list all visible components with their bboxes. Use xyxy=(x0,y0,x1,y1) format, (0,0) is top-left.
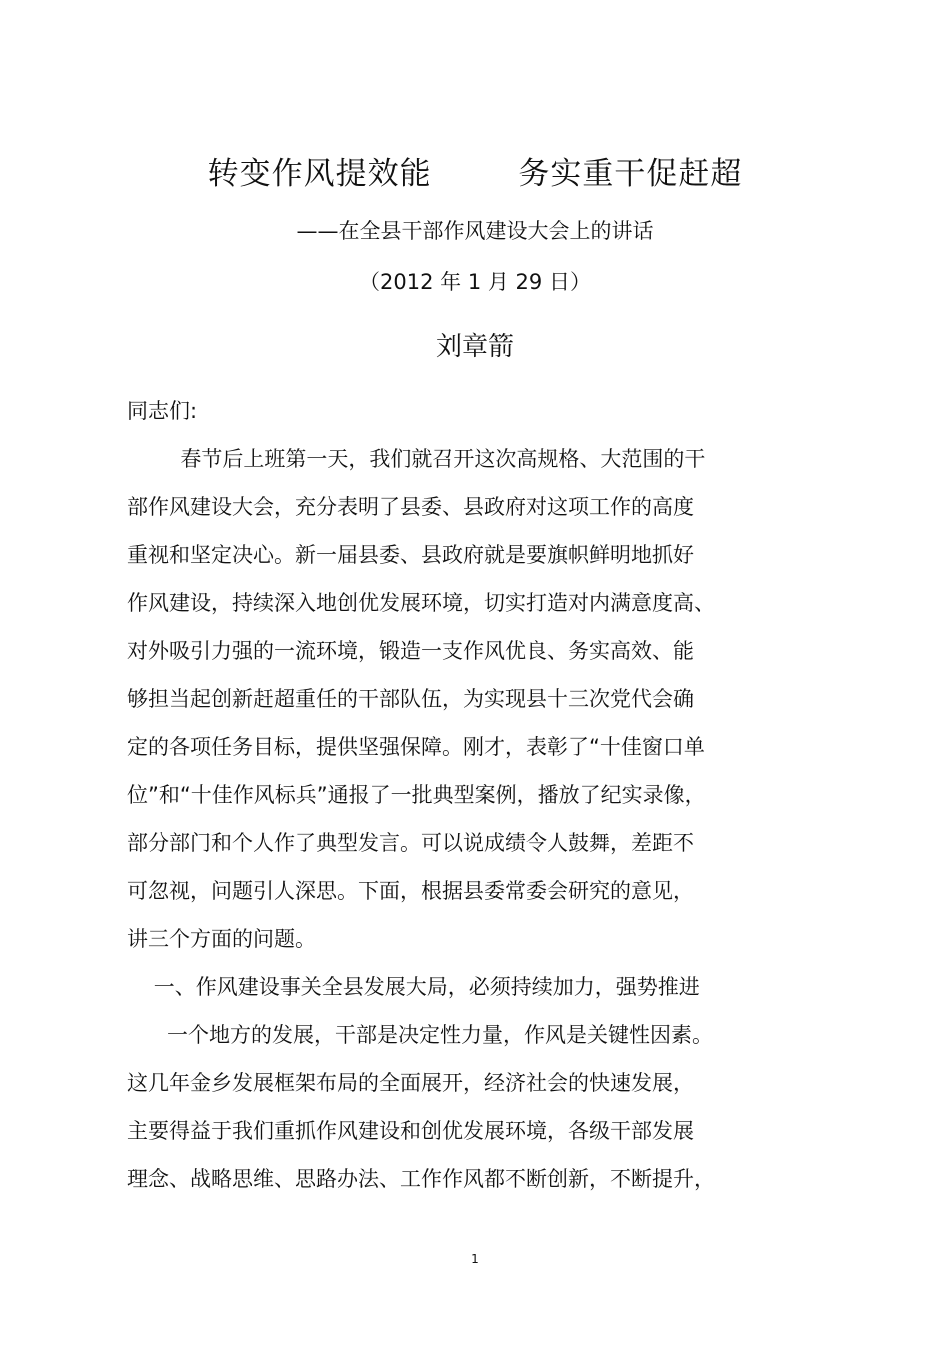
text-line: 可忽视，问题引人深思。下面，根据县委常委会研究的意见， xyxy=(127,879,694,903)
text-line: 讲三个方面的问题。 xyxy=(127,927,316,951)
text-line: 主要得益于我们重抓作风建设和创优发展环境，各级干部发展 xyxy=(127,1119,694,1143)
document-date: （2012 年 1 月 29 日） xyxy=(359,270,591,294)
section-heading: 一、作风建设事关全县发展大局，必须持续加力，强势推进 xyxy=(127,975,700,999)
document-title: 转变作风提效能 务实重干促赶超 xyxy=(207,156,743,192)
text-line: 定的各项任务目标，提供坚强保障。刚才，表彰了“十佳窗口单 xyxy=(127,735,705,759)
document-author: 刘章箭 xyxy=(435,332,514,362)
text-line: 位”和“十佳作风标兵”通报了一批典型案例，播放了纪实录像， xyxy=(127,783,706,807)
text-line: 理念、战略思维、思路办法、工作作风都不断创新，不断提升， xyxy=(127,1167,715,1191)
text-line: 部分部门和个人作了典型发言。可以说成绩令人鼓舞，差距不 xyxy=(127,831,694,855)
document-body xyxy=(127,393,827,1209)
text-line: 作风建设，持续深入地创优发展环境，切实打造对内满意度高、 xyxy=(127,591,715,615)
text-line: 对外吸引力强的一流环境，锻造一支作风优良、务实高效、能 xyxy=(127,639,694,663)
document-subtitle: ——在全县干部作风建设大会上的讲话 xyxy=(296,219,654,243)
text-line: 够担当起创新赶超重任的干部队伍，为实现县十三次党代会确 xyxy=(127,687,694,711)
text-line: 一个地方的发展，干部是决定性力量，作风是关键性因素。 xyxy=(127,1023,714,1047)
page-number: 1 xyxy=(471,1252,479,1266)
text-line: 这几年金乡发展框架布局的全面展开，经济社会的快速发展， xyxy=(127,1071,694,1095)
text-line: 部作风建设大会，充分表明了县委、县政府对这项工作的高度 xyxy=(127,495,694,519)
text-line: 春节后上班第一天，我们就召开这次高规格、大范围的干 xyxy=(127,447,706,471)
salutation: 同志们: xyxy=(127,399,198,423)
text-line: 重视和坚定决心。新一届县委、县政府就是要旗帜鲜明地抓好 xyxy=(127,543,694,567)
